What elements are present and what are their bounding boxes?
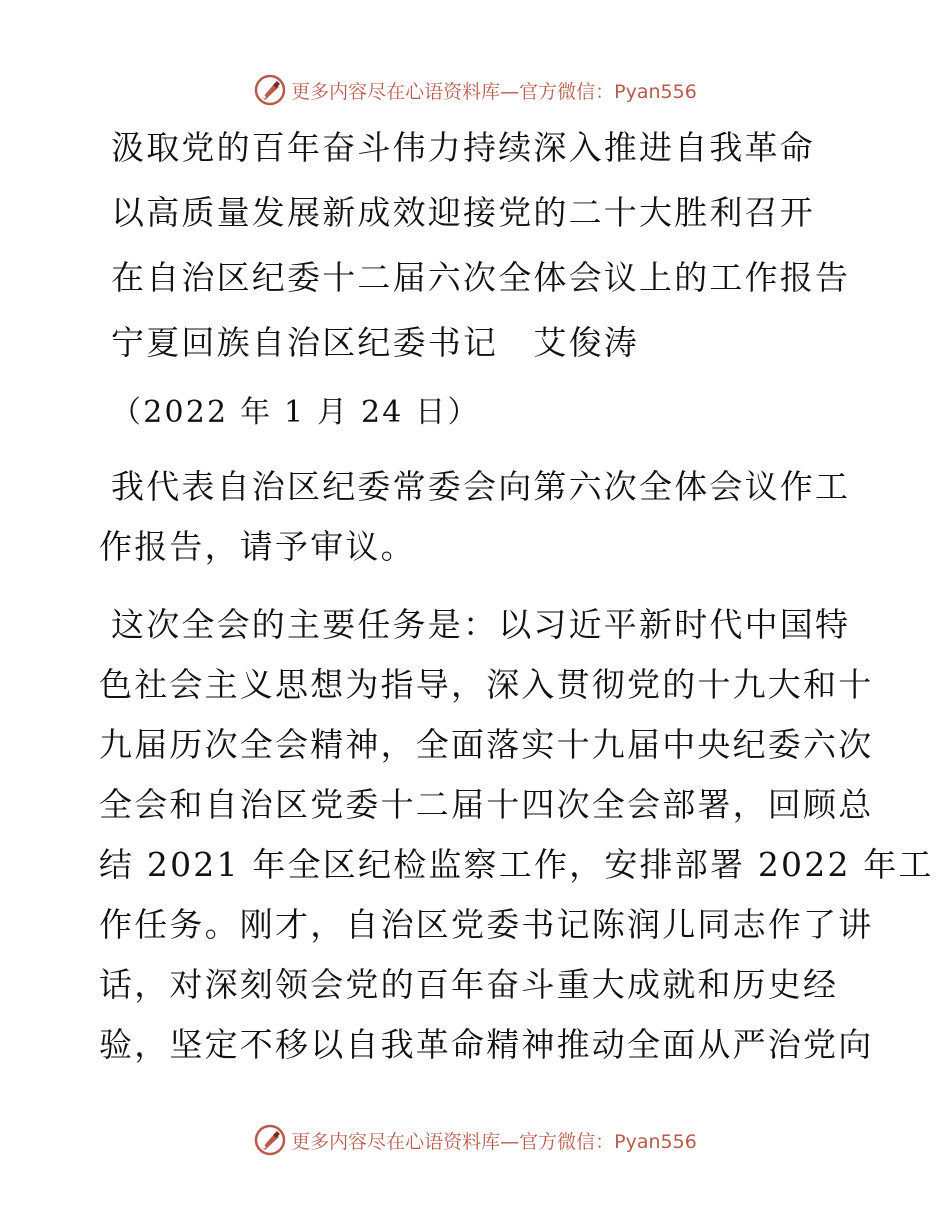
paragraph-2	[99, 595, 934, 1075]
paragraph-1-line-1: 我代表自治区纪委常委会向第六次全体会议作工	[111, 467, 851, 506]
paragraph-2-line-1: 这次全会的主要任务是：以习近平新时代中国特	[111, 605, 851, 644]
paragraph-2-line-4: 全会和自治区党委十二届十四次全会部署，回顾总	[99, 785, 874, 824]
title-line-1: 汲取党的百年奋斗伟力持续深入推进自我革命	[111, 128, 815, 167]
paragraph-2-line-6: 作任务。刚才，自治区党委书记陈润儿同志作了讲	[99, 905, 874, 944]
fountain-pen-seal-icon	[253, 1123, 287, 1157]
paragraph-1	[99, 457, 859, 577]
paragraph-2-line-8: 验，坚定不移以自我革命精神推动全面从严治党向	[99, 1025, 874, 1064]
fountain-pen-seal-icon	[253, 73, 287, 107]
watermark-footer	[0, 1120, 950, 1160]
author-line: 宁夏回族自治区纪委书记 艾俊涛	[111, 323, 639, 362]
document-body	[99, 118, 934, 1075]
paragraph-2-line-5: 结 2021 年全区纪检监察工作，安排部署 2022 年工	[99, 845, 934, 884]
watermark-text: 更多内容尽在心语资料库—官方微信：Pyan556	[291, 80, 697, 103]
paragraph-2-line-2: 色社会主义思想为指导，深入贯彻党的十九大和十	[99, 665, 874, 704]
paragraph-2-line-3: 九届历次全会精神，全面落实十九届中央纪委六次	[99, 725, 874, 764]
watermark-header	[0, 70, 950, 110]
date-line: （2022 年 1 月 24 日）	[111, 395, 480, 430]
title-line-2: 以高质量发展新成效迎接党的二十大胜利召开	[111, 193, 815, 232]
watermark-text-footer: 更多内容尽在心语资料库—官方微信：Pyan556	[291, 1130, 697, 1153]
paragraph-2-line-7: 话，对深刻领会党的百年奋斗重大成就和历史经	[99, 965, 839, 1004]
title-line-3: 在自治区纪委十二届六次全体会议上的工作报告	[111, 258, 851, 297]
paragraph-1-line-2: 作报告，请予审议。	[99, 527, 416, 566]
